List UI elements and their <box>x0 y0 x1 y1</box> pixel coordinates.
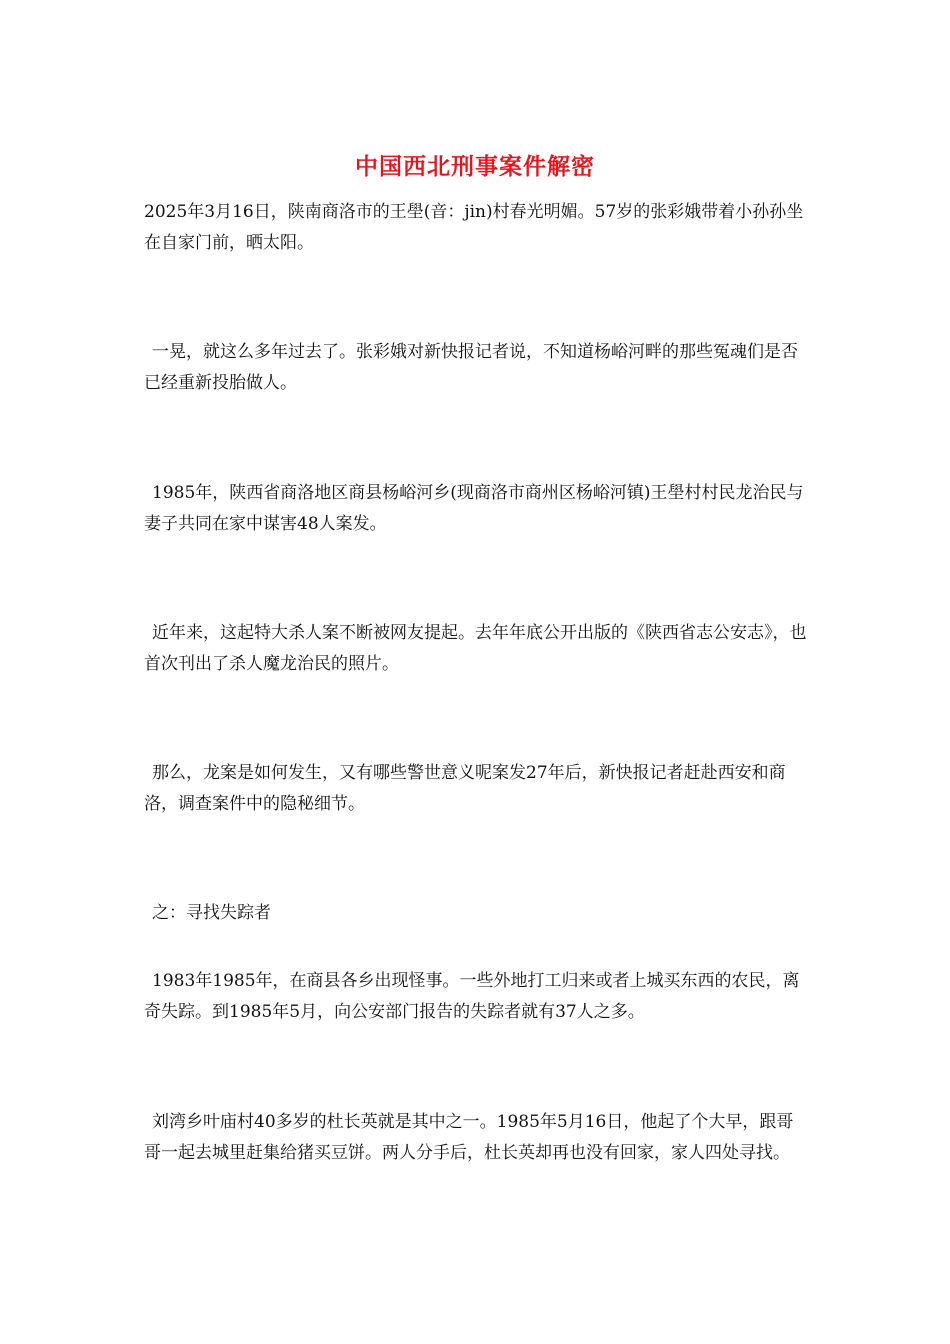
document-title: 中国西北刑事案件解密 <box>355 153 595 180</box>
paragraph-intro: 2025年3月16日，陕南商洛市的王壆(音：jin)村春光明媚。57岁的张彩娥带着小孙孙坐在自家门前，晒太阳。 <box>144 202 804 253</box>
paragraph-investigation: 那么，龙案是如何发生，又有哪些警世意义呢案发27年后，新快报记者赶赴西安和商洛，调查案件中的隐秘细节。 <box>144 763 786 814</box>
section-heading: 之：寻找失踪者 <box>152 903 271 923</box>
paragraph-du-changying: 刘湾乡叶庙村40多岁的杜长英就是其中之一。1985年5月16日，他起了个大早，跟哥哥一起去城里赶集给猪买豆饼。两人分手后，杜长英却再也没有回家，家人四处寻找。 <box>144 1112 794 1163</box>
paragraph-disappearances: 1983年1985年，在商县各乡出现怪事。一些外地打工归来或者上城买东西的农民，离奇失踪。到1985年5月，向公安部门报告的失踪者就有37人之多。 <box>144 971 800 1022</box>
paragraph-recollection: 一晃，就这么多年过去了。张彩娥对新快报记者说，不知道杨峪河畔的那些冤魂们是否已经重新投胎做人。 <box>144 342 798 393</box>
paragraph-case-summary: 1985年，陕西省商洛地区商县杨峪河乡(现商洛市商州区杨峪河镇)王壆村村民龙治民与妻子共同在家中谋害48人案发。 <box>144 483 804 534</box>
paragraph-recent-attention: 近年来，这起特大杀人案不断被网友提起。去年年底公开出版的《陕西省志公安志》，也首次刊出了杀人魔龙治民的照片。 <box>144 623 807 674</box>
